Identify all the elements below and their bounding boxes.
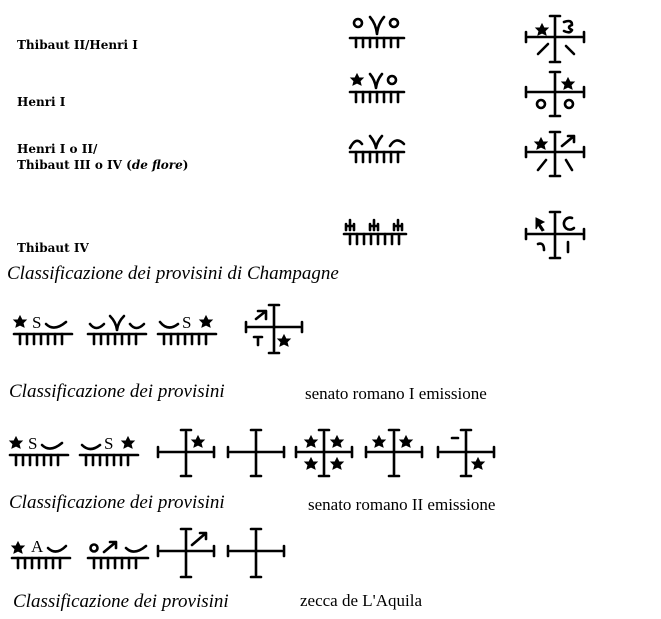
coin-letter: A	[31, 537, 44, 556]
ruler-label-line2	[17, 157, 188, 173]
description-senato-ii: senato romano II emissione	[308, 495, 496, 514]
ruler-label-thibaut-iv: Thibaut IV	[17, 241, 89, 255]
ruler-line2-italic: de flore	[131, 158, 183, 172]
coin-comb-s-flower	[156, 312, 220, 352]
coin-flower-a-comb	[10, 536, 74, 576]
cross-star-ii-2	[436, 428, 496, 478]
comb-symbol-row1	[346, 14, 408, 56]
cross-plain-ii	[226, 428, 286, 478]
coin-comb-s-flower-ii	[78, 433, 142, 473]
cross-two-stars-ii	[364, 428, 424, 478]
cross-four-stars-ii	[294, 428, 354, 478]
coin-circle-arrow-comb	[86, 536, 152, 576]
ruler-label-line1: Henri I o II/	[17, 142, 98, 156]
coin-letter: S	[32, 313, 42, 332]
ruler-label-henri-i-ii-thibaut	[17, 141, 188, 173]
description-aquila: zecca de L'Aquila	[300, 591, 422, 610]
coin-letter: S	[104, 434, 114, 453]
caption-senato-i: Classificazione dei provisini	[9, 381, 225, 402]
caption-aquila: Classificazione dei provisini	[13, 591, 229, 612]
cross-plain-aquila	[226, 527, 286, 579]
description-senato-i: senato romano I emissione	[305, 384, 487, 403]
comb-symbol-row2	[346, 70, 408, 112]
comb-symbol-row3	[346, 130, 408, 172]
ruler-label-henri-i: Henri I	[17, 95, 66, 109]
comb-symbol-row4	[340, 212, 410, 256]
cross-symbol-senato-i	[244, 303, 304, 355]
coin-letter: S	[182, 313, 192, 332]
coin-flower-s-comb	[12, 312, 76, 352]
ruler-label-thibaut-ii-henri-i: Thibaut II/Henri I	[17, 38, 138, 52]
cross-symbol-row4	[524, 210, 586, 262]
coin-flower-s-comb-ii	[8, 433, 72, 473]
cross-arrow-aquila	[156, 527, 216, 579]
cross-symbol-row3	[524, 130, 586, 180]
caption-senato-ii: Classificazione dei provisini	[9, 492, 225, 513]
ruler-line2-suffix: )	[182, 158, 189, 172]
coin-pendant-comb	[86, 312, 150, 352]
cross-symbol-row1	[524, 14, 586, 64]
coin-letter: S	[28, 434, 38, 453]
cross-star-ii-1	[156, 428, 216, 478]
cross-symbol-row2	[524, 70, 586, 120]
ruler-line2-prefix: Thibaut III o IV (	[17, 158, 132, 172]
caption-champagne: Classificazione dei provisini di Champagne	[7, 263, 339, 284]
